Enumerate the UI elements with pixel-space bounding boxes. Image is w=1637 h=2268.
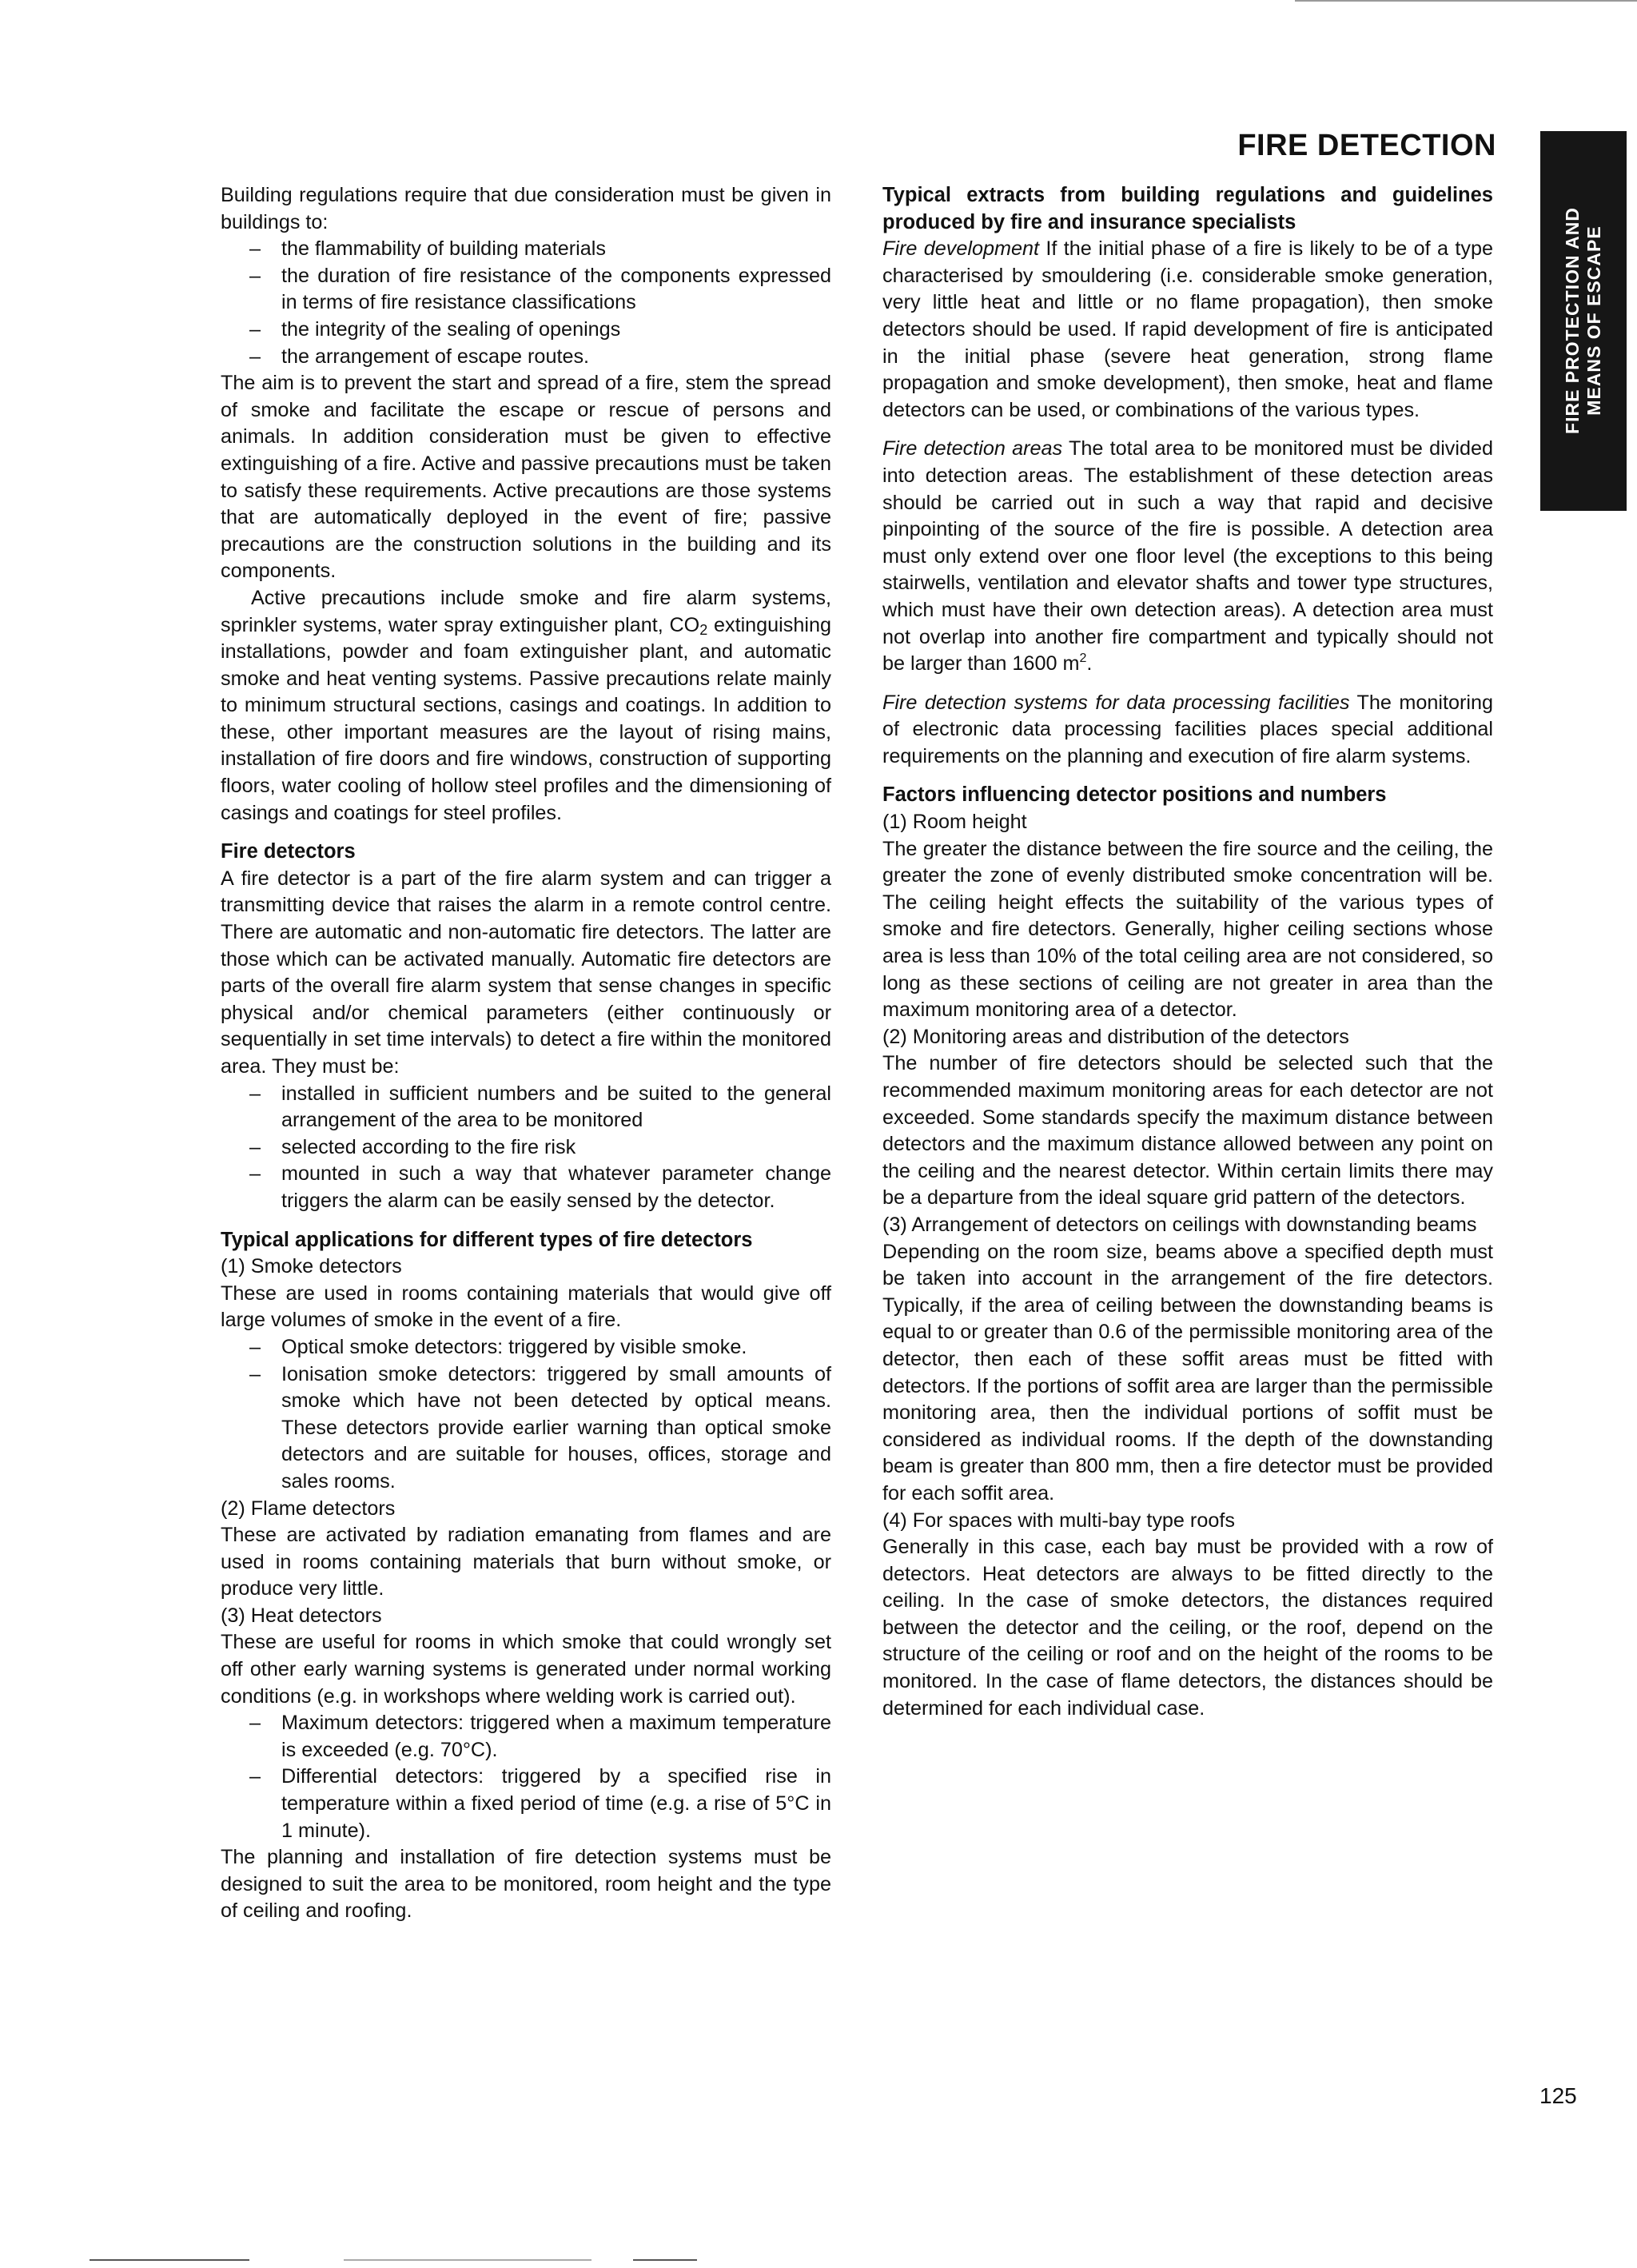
data-processing-paragraph: [882, 690, 1493, 771]
monitoring-areas-paragraph: The number of fire detectors should be selected such that the recommended maximum monitoring areas for each detector are not exceeded. Some standards specify the maximum distance between detectors and the maximum distance allowed between any point on the ceiling and the nearest detector. Within certain limits there may be a departure from the ideal square grid pattern of the detectors.: [882, 1052, 1493, 1210]
top-rule: [1295, 0, 1637, 2]
intro-list-item: – the integrity of the sealing of openings: [221, 317, 831, 344]
room-height-label: (1) Room height: [882, 811, 1027, 834]
multi-bay-paragraph: Generally in this case, each bay must be provided with a row of detectors. Heat detectors are always to be fitted directly to the ceiling. In the case of smoke detectors, the distances required between the detector and the ceiling, or the roof, depend on the structure of the ceiling or roof and on the height of the rooms to be monitored. In the case of flame detectors, the distances should be determined for each individual case.: [882, 1536, 1493, 1720]
smoke-detectors-list: [221, 1334, 831, 1496]
detection-areas-end: .: [1086, 652, 1093, 676]
side-tab: [1540, 131, 1627, 511]
detection-areas-lead: Fire detection areas: [882, 437, 1063, 460]
multi-bay-label: (4) For spaces with multi-bay type roofs: [882, 1509, 1235, 1532]
side-tab-text: [1562, 137, 1605, 504]
heat-detector-item: – Maximum detectors: triggered when a maximum temperature is exceeded (e.g. 70°C).: [221, 1710, 831, 1764]
monitoring-areas-label: (2) Monitoring areas and distribution of the detectors: [882, 1025, 1349, 1048]
side-tab-line-1: FIRE PROTECTION AND: [1562, 207, 1583, 434]
factors-heading: Factors influencing detector positions and numbers: [882, 783, 1387, 807]
data-processing-lead: Fire detection systems for data processing facilities: [882, 691, 1350, 714]
active-text-a: Active precautions include smoke and fire alarm systems, sprinkler systems, water spray extinguisher plant, CO: [221, 586, 831, 636]
bottom-rule: [344, 2259, 591, 2261]
active-text-b: extinguishing installations, powder and foam extinguisher plant, and automatic smoke and heat venting systems. Passive precautions relate mainly to minimum structural sections, casings and coatings. In addition to these, other important measures are the layout of rising mains, installation of fire doors and fire windows, construction of supporting floors, water cooling of hollow steel profiles and the dimensioning of casings and coatings for steel profiles.: [221, 613, 831, 824]
intro-list-item: – the flammability of building materials: [221, 236, 831, 263]
intro-list-item: – the duration of fire resistance of the components expressed in terms of fire resistance classifications: [221, 263, 831, 317]
data-processing-text: The monitoring of electronic data processing facilities places special additional requirements on the planning and execution of fire alarm systems.: [882, 691, 1493, 767]
downstanding-beams-label: (3) Arrangement of detectors on ceilings with downstanding beams: [882, 1213, 1477, 1236]
flame-detectors-paragraph: These are activated by radiation emanating from flames and are used in rooms containing materials that burn without smoke, or produce very little.: [221, 1524, 831, 1600]
aim-paragraph: The aim is to prevent the start and spread of a fire, stem the spread of smoke and facilitate the escape or rescue of persons and animals. In addition consideration must be given to effective extinguishing of a fire. Active and passive precautions must be taken to satisfy these requirements. Active precautions are those systems that are automatically deployed in the event of fire; passive precautions are the construction solutions in the building and its components.: [221, 372, 831, 583]
heat-detector-item: – Differential detectors: triggered by a specified rise in temperature within a fixed period of time (e.g. a rise of 5°C in 1 minute).: [221, 1764, 831, 1844]
requirement-item: – mounted in such a way that whatever parameter change triggers the alarm can be easily sensed by the detector.: [221, 1161, 831, 1214]
closing-paragraph: The planning and installation of fire detection systems must be designed to suit the area to be monitored, room height and the type of ceiling and roofing.: [221, 1846, 831, 1923]
requirement-item: – installed in sufficient numbers and be suited to the general arrangement of the area to be monitored: [221, 1081, 831, 1134]
squared-superscript: 2: [1079, 652, 1087, 666]
heat-detectors-list: [221, 1710, 831, 1844]
detection-areas-paragraph: [882, 436, 1493, 677]
side-tab-line-2: MEANS OF ESCAPE: [1583, 225, 1604, 416]
fire-detectors-heading: Fire detectors: [221, 840, 356, 863]
smoke-detector-item: – Ionisation smoke detectors: triggered by small amounts of smoke which have not been detected by optical means. These detectors provide earlier warning than optical smoke detectors and are suitable for houses, offices, storage and sales rooms.: [221, 1361, 831, 1496]
requirement-item: – selected according to the fire risk: [221, 1134, 831, 1162]
extracts-heading: Typical extracts from building regulations and guidelines produced by fire and insurance specialists: [882, 184, 1493, 233]
bottom-rule: [90, 2259, 249, 2261]
co2-subscript: 2: [699, 621, 708, 638]
smoke-detectors-label: (1) Smoke detectors: [221, 1255, 402, 1278]
downstanding-beams-paragraph: Depending on the room size, beams above a specified depth must be taken into account in the arrangement of the fire detectors. Typically, if the area of ceiling between the downstanding beams is equal to or greater than 0.6 of the permissible monitoring area of the detector, then each of these soffit areas must be fitted with detectors. If the portions of soffit area are larger than the permissible monitoring area, then the individual portions of soffit must be considered as individual rooms. If the depth of the downstanding beam is greater than 800 mm, then a fire detector must be provided for each soffit area.: [882, 1240, 1493, 1505]
fire-detectors-paragraph: A fire detector is a part of the fire alarm system and can trigger a transmitting device that raises the alarm in a remote control centre. There are automatic and non-automatic fire detectors. The latter are those which can be activated manually. Automatic fire detectors are parts of the overall fire alarm system that sense changes in specific physical and/or chemical parameters (either continuously or sequentially in set time intervals) to detect a fire within the monitored area. They must be:: [221, 867, 831, 1078]
fire-development-lead: Fire development: [882, 237, 1039, 261]
left-column: [221, 182, 831, 1925]
intro-list: [221, 236, 831, 370]
smoke-detector-item: – Optical smoke detectors: triggered by visible smoke.: [221, 1334, 831, 1361]
intro-paragraph: Building regulations require that due consideration must be given in buildings to:: [221, 184, 831, 233]
room-height-paragraph: The greater the distance between the fire source and the ceiling, the greater the zone of evenly distributed smoke concentration will be. The ceiling height effects the suitability of the various types of smoke and fire detectors. Generally, higher ceiling sections whose area is less than 10% of the total ceiling area are not considered, so long as these sections of ceiling are not greater in area than the maximum monitoring area of a detector.: [882, 837, 1493, 1022]
page-number: 125: [1539, 2083, 1577, 2108]
fire-development-text: If the initial phase of a fire is likely to be of a type characterised by smouldering (i.e. considerable smoke generation, very little heat and little or no flame propagation), then smoke detectors should be used. If rapid development of fire is anticipated in the initial phase (severe heat generation, strong flame propagation and smoke development), then smoke, heat and flame detectors can be used, or combinations of the various types.: [882, 237, 1494, 421]
applications-heading: Typical applications for different types of fire detectors: [221, 1228, 753, 1251]
intro-list-item: – the arrangement of escape routes.: [221, 344, 831, 371]
fire-development-paragraph: [882, 236, 1493, 424]
active-precautions-paragraph: [221, 585, 831, 827]
section-title: FIRE DETECTION: [1237, 129, 1496, 162]
heat-detectors-label: (3) Heat detectors: [221, 1604, 382, 1627]
heat-detectors-paragraph: These are useful for rooms in which smoke that could wrongly set off other early warning systems is generated under normal working conditions (e.g. in workshops where welding work is carried out).: [221, 1631, 831, 1708]
right-column: [882, 182, 1493, 1722]
bottom-rule: [633, 2259, 697, 2261]
detection-areas-text: The total area to be monitored must be divided into detection areas. The establishment of these detection areas should be carried out in such a way that rapid and decisive pinpointing of the source of the fire is possible. A detection area must only extend over one floor level (the exceptions to this being stairwells, ventilation and elevator shafts and tower type structures, which must have their own detection areas). A detection area must not overlap into another fire compartment and typically should not be larger than 1600 m: [882, 437, 1493, 676]
flame-detectors-label: (2) Flame detectors: [221, 1497, 396, 1520]
smoke-detectors-paragraph: These are used in rooms containing materials that would give off large volumes of smoke in the event of a fire.: [221, 1281, 831, 1332]
detector-requirements-list: [221, 1081, 831, 1215]
